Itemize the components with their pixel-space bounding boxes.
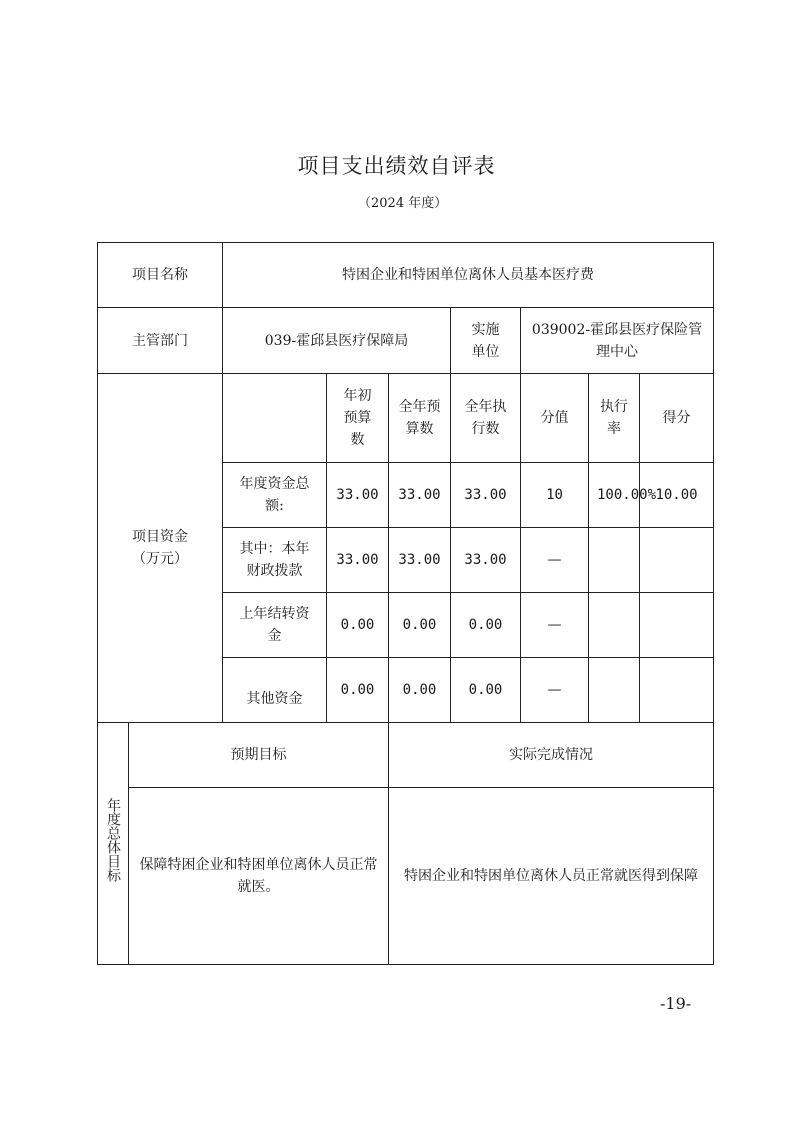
funds-label: [98, 374, 223, 723]
funds-header-row: [98, 374, 714, 463]
funds-header-blank: [223, 374, 327, 463]
goals-label: [98, 723, 129, 965]
row-label: [223, 658, 327, 723]
project-name-row: [98, 243, 714, 308]
row-label: 年度资金总额:: [223, 463, 327, 528]
row-executed: 33.00: [451, 463, 521, 528]
row-score-value: —: [521, 658, 589, 723]
row-initial: 33.00: [327, 528, 389, 593]
row-score: [640, 528, 714, 593]
row-initial: 33.00: [327, 463, 389, 528]
row-label-text: 其他资金: [246, 691, 303, 707]
impl-label: 实施单位: [451, 308, 521, 374]
row-initial: 0.00: [327, 593, 389, 658]
row-annual: 0.00: [389, 658, 451, 723]
goals-content-row: [98, 788, 714, 965]
funds-label-text: 项目资金（万元）: [132, 529, 188, 567]
row-rate: [589, 658, 640, 723]
row-score-value: —: [521, 528, 589, 593]
actual-completion: 特困企业和特困单位离休人员正常就医得到保障: [389, 788, 714, 965]
project-name-label: 项目名称: [98, 243, 223, 308]
row-initial: 0.00: [327, 658, 389, 723]
expected-label: 预期目标: [129, 723, 389, 788]
evaluation-table: [97, 242, 714, 965]
row-score: 10.00: [640, 463, 714, 528]
col-header-score: 得分: [640, 374, 714, 463]
col-header-score-value: 分值: [521, 374, 589, 463]
row-annual: 33.00: [389, 528, 451, 593]
row-label: 上年结转资金: [223, 593, 327, 658]
dept-value: 039-霍邱县医疗保障局: [223, 308, 451, 374]
expected-goal: 保障特困企业和特困单位离休人员正常就医。: [129, 788, 389, 965]
actual-label: 实际完成情况: [389, 723, 714, 788]
page-title: 项目支出绩效自评表: [297, 154, 496, 178]
row-annual: 33.00: [389, 463, 451, 528]
row-score-value: 10: [521, 463, 589, 528]
row-rate: 100.00%: [589, 463, 640, 528]
page-number: -19-: [660, 994, 692, 1013]
impl-value: 039002-霍邱县医疗保险管理中心: [521, 308, 714, 374]
goals-header-row: [98, 723, 714, 788]
col-header-rate: 执行率: [589, 374, 640, 463]
project-name-value: 特困企业和特困单位离休人员基本医疗费: [223, 243, 714, 308]
col-header-executed: 全年执行数: [451, 374, 521, 463]
col-header-annual: 全年预算数: [389, 374, 451, 463]
row-rate: [589, 528, 640, 593]
row-executed: 0.00: [451, 593, 521, 658]
row-score-value: —: [521, 593, 589, 658]
year-subtitle: （2024 年度）: [358, 196, 448, 211]
row-score: [640, 658, 714, 723]
row-executed: 0.00: [451, 658, 521, 723]
goals-label-text: 年度总体目标: [105, 798, 121, 882]
row-executed: 33.00: [451, 528, 521, 593]
row-rate: [589, 593, 640, 658]
row-score: [640, 593, 714, 658]
row-label: 其中：本年财政拨款: [223, 528, 327, 593]
row-annual: 0.00: [389, 593, 451, 658]
col-header-initial: 年初预算数: [327, 374, 389, 463]
department-row: [98, 308, 714, 374]
dept-label: 主管部门: [98, 308, 223, 374]
